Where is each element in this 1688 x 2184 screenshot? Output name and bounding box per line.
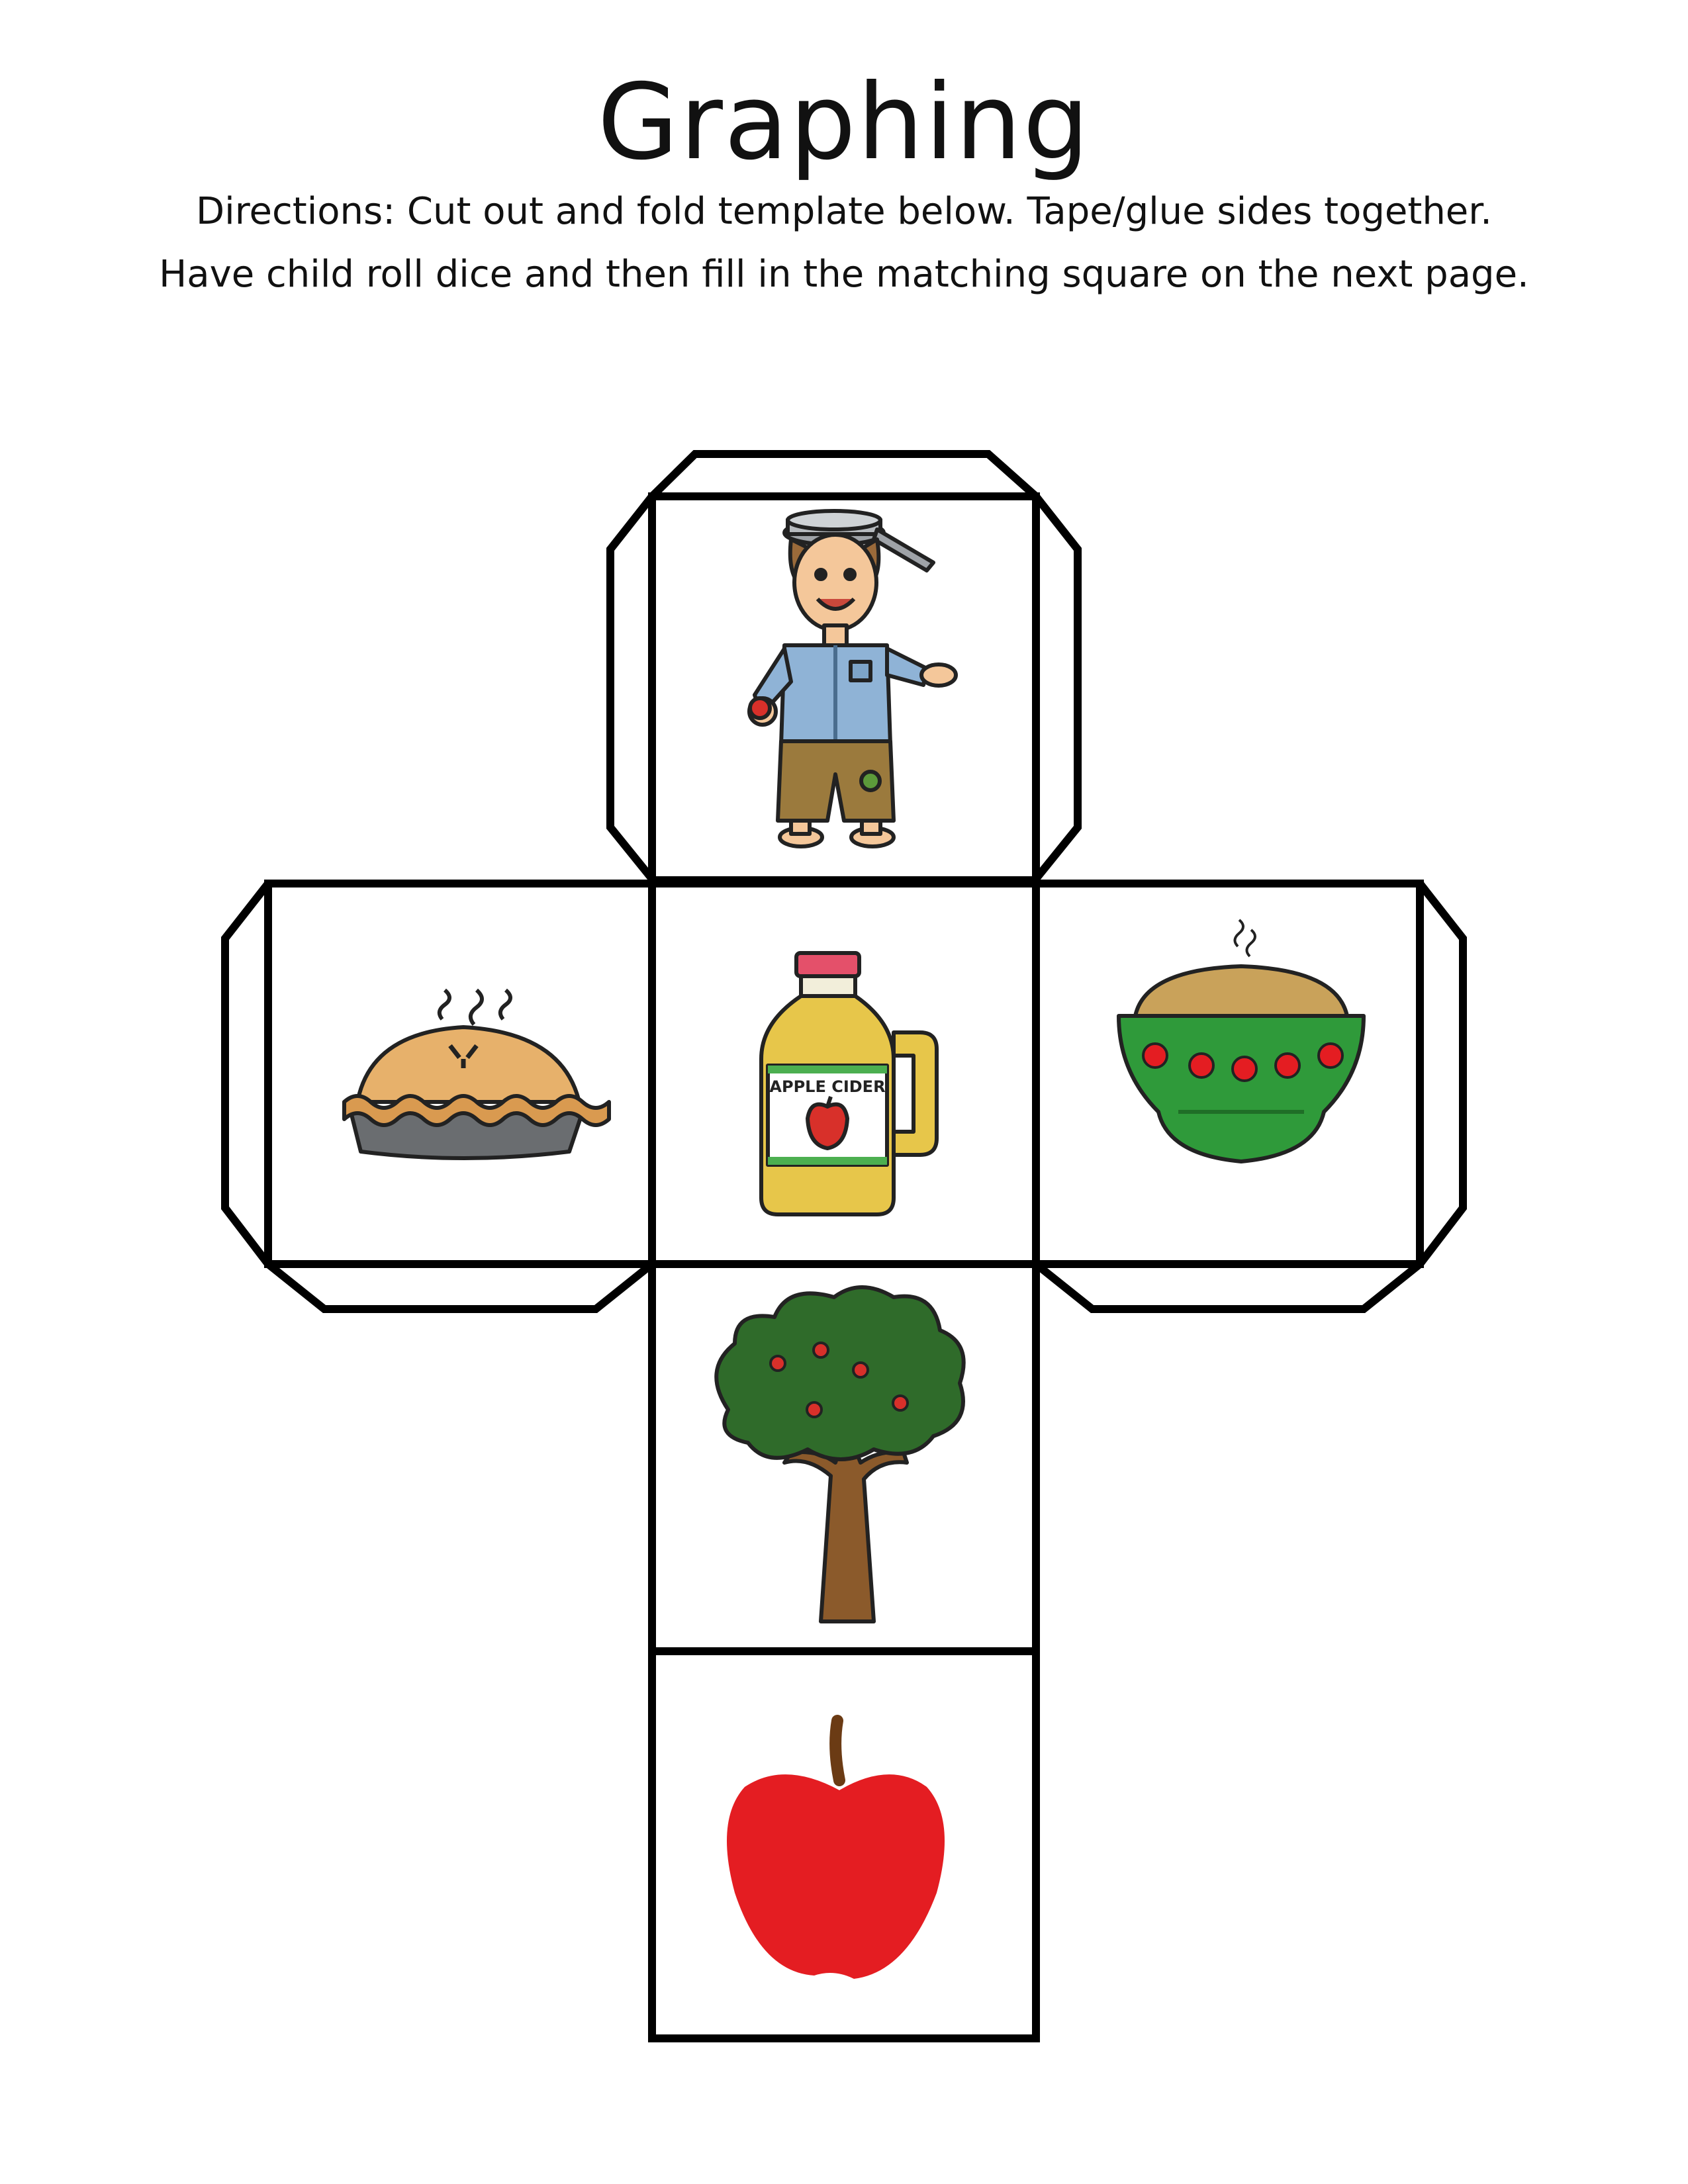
tab-top-left: [610, 496, 652, 879]
tab-left-bottom: [268, 1264, 652, 1309]
apple-cider-jug-icon: [761, 953, 937, 1214]
page-title: Graphing: [597, 62, 1091, 183]
tab-top-right: [1036, 496, 1078, 879]
applesauce-bowl-icon: [1119, 920, 1364, 1161]
apple-pie-icon: [344, 990, 609, 1158]
johnny-appleseed-icon: [749, 511, 956, 846]
directions-line-1: Directions: Cut out and fold template below. Tape/glue sides together.: [196, 190, 1492, 233]
tab-right: [1420, 884, 1463, 1264]
apple-tree-icon: [716, 1287, 963, 1621]
red-apple-icon: [727, 1721, 945, 1979]
directions-line-2: Have child roll dice and then fill in the matching square on the next page.: [159, 253, 1529, 296]
tab-left: [225, 884, 268, 1264]
cider-label: APPLE CIDER: [769, 1077, 886, 1096]
tab-right-bottom: [1036, 1264, 1420, 1309]
tab-top: [652, 454, 1036, 496]
